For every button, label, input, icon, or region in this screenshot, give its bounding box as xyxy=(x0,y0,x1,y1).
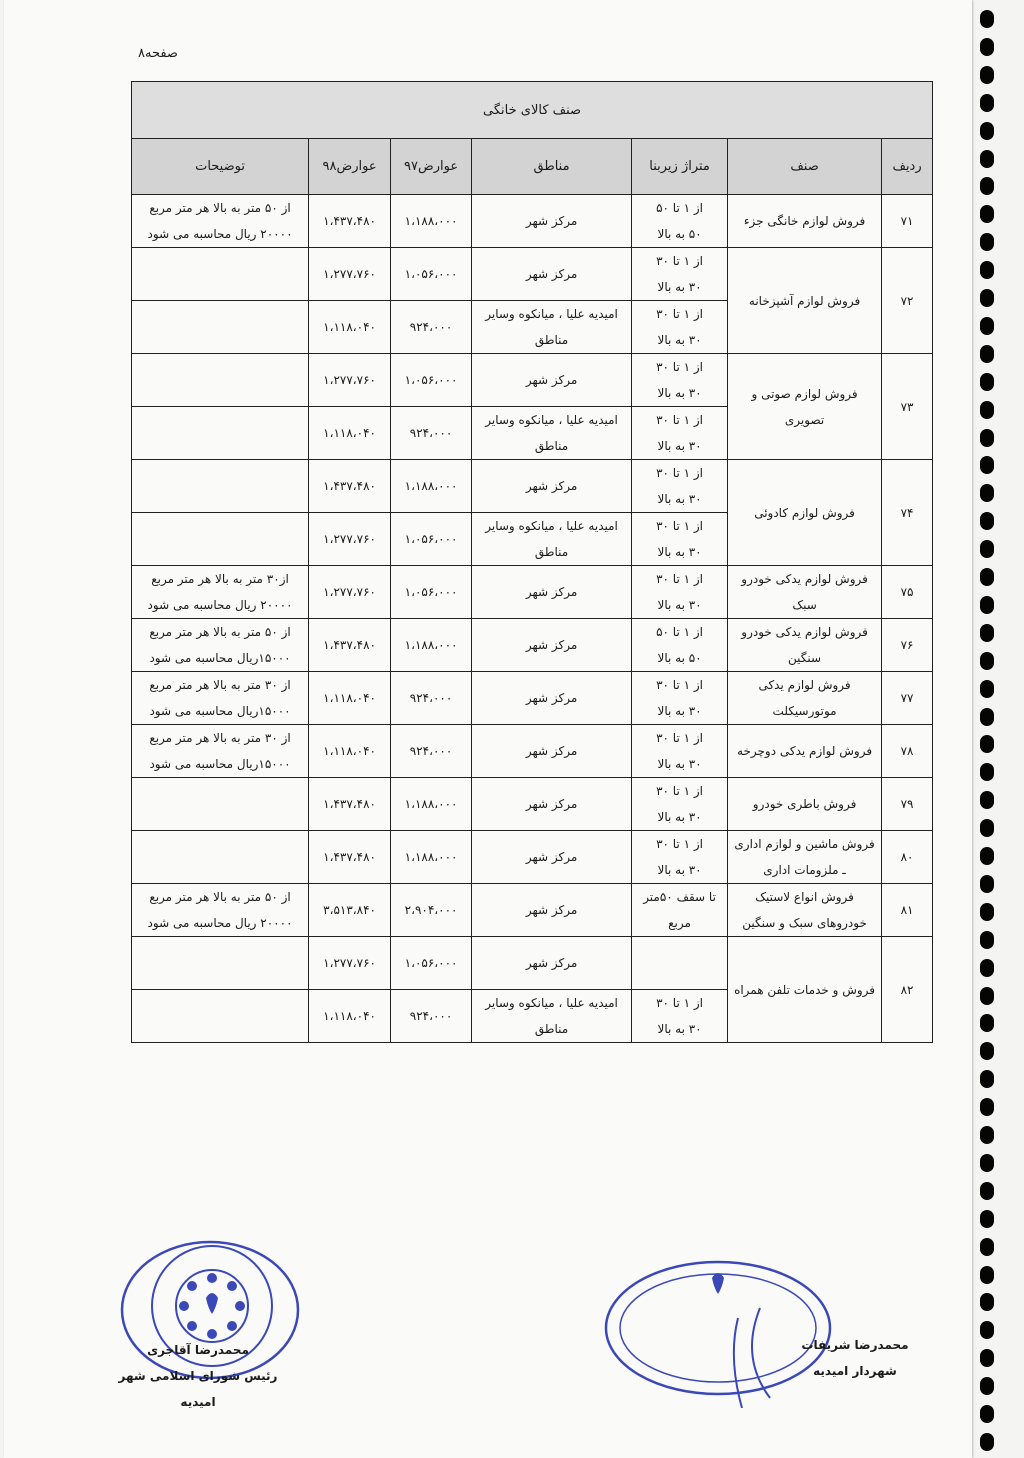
binding-hole xyxy=(980,1349,994,1367)
binding-hole xyxy=(980,512,994,530)
area-range xyxy=(632,513,728,566)
header-zone: مناطق xyxy=(472,139,632,195)
guild-name: فروش لوازم آشپزخانه xyxy=(728,248,882,354)
table-row xyxy=(132,672,933,725)
fee-98: ۱،۲۷۷،۷۶۰ xyxy=(309,937,391,990)
area-line: از ۱ تا ۳۰ xyxy=(656,519,704,533)
binding-hole xyxy=(980,1126,994,1144)
area-range xyxy=(632,619,728,672)
zone-name: مرکز شهر xyxy=(472,725,632,778)
notes: از۳۰ متر به بالا هر متر مربع ۲۰۰۰۰ ریال محاسبه می شود xyxy=(132,566,309,619)
fee-98: ۱،۱۱۸،۰۴۰ xyxy=(309,725,391,778)
area-line xyxy=(635,937,724,963)
area-line: ۳۰ به بالا xyxy=(657,757,702,771)
binding-hole xyxy=(980,150,994,168)
header-notes: توضیحات xyxy=(132,139,309,195)
binding-hole xyxy=(980,401,994,419)
notes xyxy=(132,990,309,1043)
binding-hole xyxy=(980,1070,994,1088)
zone-name: امیدیه علیا ، میانکوه وسایر مناطق xyxy=(472,513,632,566)
mayor-signature xyxy=(800,1332,910,1384)
binding-hole xyxy=(980,1433,994,1451)
notes: از ۳۰ متر به بالا هر متر مربع ۱۵۰۰۰ریال محاسبه می شود xyxy=(132,725,309,778)
fee-98: ۱،۲۷۷،۷۶۰ xyxy=(309,513,391,566)
area-line: از ۱ تا ۳۰ xyxy=(656,466,704,480)
area-line: ۳۰ به بالا xyxy=(657,280,702,294)
zone-name: مرکز شهر xyxy=(472,460,632,513)
area-range xyxy=(632,248,728,301)
zone-name: مرکز شهر xyxy=(472,248,632,301)
area-line: تا سقف ۵۰متر xyxy=(643,890,716,904)
council-chair-signature xyxy=(108,1337,288,1415)
row-number: ۷۶ xyxy=(882,619,933,672)
notes: از ۵۰ متر به بالا هر متر مربع ۲۰۰۰۰ ریال محاسبه می شود xyxy=(132,195,309,248)
binding-hole xyxy=(980,959,994,977)
table-row xyxy=(132,725,933,778)
binding-hole xyxy=(980,931,994,949)
guild-name: فروش لوازم یدکی موتورسیکلت xyxy=(728,672,882,725)
row-number: ۸۱ xyxy=(882,884,933,937)
notes xyxy=(132,778,309,831)
area-line: ۳۰ به بالا xyxy=(657,704,702,718)
row-number: ۷۲ xyxy=(882,248,933,354)
binding-hole xyxy=(980,1098,994,1116)
area-line: از ۱ تا ۳۰ xyxy=(656,254,704,268)
area-line: از ۱ تا ۵۰ xyxy=(656,625,704,639)
guild-name: فروش لوازم خانگی جزء xyxy=(728,195,882,248)
binding-hole xyxy=(980,205,994,223)
binding-hole xyxy=(980,596,994,614)
guild-name: فروش لوازم یدکی خودرو سبک xyxy=(728,566,882,619)
binding-hole xyxy=(980,568,994,586)
fee-97: ۹۲۴،۰۰۰ xyxy=(391,672,472,725)
fee-98: ۱،۴۳۷،۴۸۰ xyxy=(309,195,391,248)
area-line: از ۱ تا ۳۰ xyxy=(656,360,704,374)
binding-hole xyxy=(980,1266,994,1284)
fee-97: ۹۲۴،۰۰۰ xyxy=(391,990,472,1043)
binding-hole xyxy=(980,429,994,447)
area-range xyxy=(632,354,728,407)
binding-hole xyxy=(980,66,994,84)
area-line: ۳۰ به بالا xyxy=(657,439,702,453)
zone-name: مرکز شهر xyxy=(472,195,632,248)
area-range xyxy=(632,195,728,248)
fee-98: ۱،۴۳۷،۴۸۰ xyxy=(309,619,391,672)
zone-name: مرکز شهر xyxy=(472,619,632,672)
binding-hole xyxy=(980,1210,994,1228)
area-line: ۳۰ به بالا xyxy=(657,598,702,612)
area-line: ۳۰ به بالا xyxy=(657,810,702,824)
area-line: ۳۰ به بالا xyxy=(657,545,702,559)
fee-97: ۱،۱۸۸،۰۰۰ xyxy=(391,619,472,672)
notes xyxy=(132,460,309,513)
binding-hole xyxy=(980,10,994,28)
binding-hole xyxy=(980,652,994,670)
fee-98: ۱،۴۳۷،۴۸۰ xyxy=(309,831,391,884)
guild-name: فروش ماشین و لوازم اداری ـ ملزومات اداری xyxy=(728,831,882,884)
binding-hole xyxy=(980,624,994,642)
binding-hole xyxy=(980,456,994,474)
binding-hole xyxy=(980,1014,994,1032)
mayor-title: شهردار امیدیه xyxy=(813,1364,897,1378)
fee-98: ۱،۱۱۸،۰۴۰ xyxy=(309,407,391,460)
notes xyxy=(132,248,309,301)
guild-name: فروش لوازم کادوئی xyxy=(728,460,882,566)
zone-name: مرکز شهر xyxy=(472,884,632,937)
binding-hole xyxy=(980,317,994,335)
fee-97: ۱،۰۵۶،۰۰۰ xyxy=(391,513,472,566)
binding-hole xyxy=(980,1238,994,1256)
binding-hole xyxy=(980,735,994,753)
binding-hole xyxy=(980,1321,994,1339)
binding-hole xyxy=(980,791,994,809)
table-title: صنف کالای خانگی xyxy=(132,82,933,139)
table-row xyxy=(132,248,933,301)
fee-97: ۹۲۴،۰۰۰ xyxy=(391,407,472,460)
area-line: از ۱ تا ۳۰ xyxy=(656,837,704,851)
binding-hole xyxy=(980,1377,994,1395)
row-number: ۸۰ xyxy=(882,831,933,884)
fee-97: ۱،۱۸۸،۰۰۰ xyxy=(391,460,472,513)
notes xyxy=(132,831,309,884)
area-line: ۳۰ به بالا xyxy=(657,1022,702,1036)
binding-hole xyxy=(980,1293,994,1311)
table-body xyxy=(132,195,933,1043)
binding-hole xyxy=(980,819,994,837)
binding-hole xyxy=(980,680,994,698)
zone-name: امیدیه علیا ، میانکوه وسایر مناطق xyxy=(472,990,632,1043)
fee-98: ۱،۱۱۸،۰۴۰ xyxy=(309,301,391,354)
area-line: از ۱ تا ۳۰ xyxy=(656,731,704,745)
fee-97: ۲،۹۰۴،۰۰۰ xyxy=(391,884,472,937)
council-chair-name: محمدرضا آقاجری xyxy=(147,1343,249,1357)
binding-hole xyxy=(980,38,994,56)
binding-hole xyxy=(980,903,994,921)
mayor-name: محمدرضا شریفات xyxy=(801,1338,909,1352)
row-number: ۷۵ xyxy=(882,566,933,619)
table-row xyxy=(132,354,933,407)
area-line: از ۱ تا ۳۰ xyxy=(656,678,704,692)
zone-name: امیدیه علیا ، میانکوه وسایر مناطق xyxy=(472,407,632,460)
binding-hole xyxy=(980,484,994,502)
header-row-no: ردیف xyxy=(882,139,933,195)
binding-hole xyxy=(980,540,994,558)
binding-hole xyxy=(980,763,994,781)
notes xyxy=(132,513,309,566)
zone-name: مرکز شهر xyxy=(472,354,632,407)
zone-name: مرکز شهر xyxy=(472,937,632,990)
area-line: ۵۰ به بالا xyxy=(657,227,702,241)
spiral-binding xyxy=(980,6,996,1456)
table-row xyxy=(132,195,933,248)
table-row xyxy=(132,831,933,884)
area-line: از ۱ تا ۳۰ xyxy=(656,572,704,586)
area-range xyxy=(632,407,728,460)
fee-97: ۱،۰۵۶،۰۰۰ xyxy=(391,354,472,407)
binding-hole xyxy=(980,1042,994,1060)
zone-name: امیدیه علیا ، میانکوه وسایر مناطق xyxy=(472,301,632,354)
binding-hole xyxy=(980,1405,994,1423)
area-range xyxy=(632,566,728,619)
area-range xyxy=(632,831,728,884)
header-guild: صنف xyxy=(728,139,882,195)
guild-name: فروش لوازم صوتی و تصویری xyxy=(728,354,882,460)
notes xyxy=(132,301,309,354)
area-line: از ۱ تا ۵۰ xyxy=(656,201,704,215)
binding-hole xyxy=(980,177,994,195)
row-number: ۷۱ xyxy=(882,195,933,248)
area-line: ۳۰ به بالا xyxy=(657,492,702,506)
fee-98: ۱،۴۳۷،۴۸۰ xyxy=(309,778,391,831)
area-line: از ۱ تا ۳۰ xyxy=(656,784,704,798)
row-number: ۷۴ xyxy=(882,460,933,566)
row-number: ۷۸ xyxy=(882,725,933,778)
fee-98: ۱،۴۳۷،۴۸۰ xyxy=(309,460,391,513)
table-row xyxy=(132,460,933,513)
zone-name: مرکز شهر xyxy=(472,778,632,831)
binding-hole xyxy=(980,1154,994,1172)
fee-97: ۹۲۴،۰۰۰ xyxy=(391,725,472,778)
row-number: ۷۳ xyxy=(882,354,933,460)
binding-hole xyxy=(980,289,994,307)
fee-98: ۳،۵۱۳،۸۴۰ xyxy=(309,884,391,937)
row-number: ۷۹ xyxy=(882,778,933,831)
binding-hole xyxy=(980,708,994,726)
area-line: ۳۰ به بالا xyxy=(657,863,702,877)
guild-name: فروش باطری خودرو xyxy=(728,778,882,831)
fee-98: ۱،۱۱۸،۰۴۰ xyxy=(309,672,391,725)
fee-98: ۱،۲۷۷،۷۶۰ xyxy=(309,354,391,407)
header-fee97: عوارض۹۷ xyxy=(391,139,472,195)
fees-table xyxy=(131,81,933,1043)
notes xyxy=(132,937,309,990)
area-line: از ۱ تا ۳۰ xyxy=(656,413,704,427)
notes: از ۳۰ متر به بالا هر متر مربع ۱۵۰۰۰ریال محاسبه می شود xyxy=(132,672,309,725)
fee-97: ۱،۰۵۶،۰۰۰ xyxy=(391,937,472,990)
page-number: صفحه۸ xyxy=(138,46,178,61)
area-line: از ۱ تا ۳۰ xyxy=(656,307,704,321)
table-row xyxy=(132,778,933,831)
header-area: متراژ زیربنا xyxy=(632,139,728,195)
area-line xyxy=(635,963,724,989)
row-number: ۷۷ xyxy=(882,672,933,725)
binding-hole xyxy=(980,261,994,279)
zone-name: مرکز شهر xyxy=(472,831,632,884)
fee-97: ۱،۰۵۶،۰۰۰ xyxy=(391,566,472,619)
fee-97: ۹۲۴،۰۰۰ xyxy=(391,301,472,354)
fee-98: ۱،۲۷۷،۷۶۰ xyxy=(309,248,391,301)
binding-hole xyxy=(980,233,994,251)
row-number: ۸۲ xyxy=(882,937,933,1043)
area-line: ۵۰ به بالا xyxy=(657,651,702,665)
binding-hole xyxy=(980,373,994,391)
fee-98: ۱،۲۷۷،۷۶۰ xyxy=(309,566,391,619)
guild-name: فروش لوازم یدکی دوچرخه xyxy=(728,725,882,778)
fee-97: ۱،۱۸۸،۰۰۰ xyxy=(391,831,472,884)
zone-name: مرکز شهر xyxy=(472,672,632,725)
area-range xyxy=(632,460,728,513)
area-range xyxy=(632,725,728,778)
guild-name: فروش و خدمات تلفن همراه xyxy=(728,937,882,1043)
area-range xyxy=(632,778,728,831)
fee-97: ۱،۱۸۸،۰۰۰ xyxy=(391,195,472,248)
binding-hole xyxy=(980,345,994,363)
binding-hole xyxy=(980,875,994,893)
area-range xyxy=(632,937,728,990)
notes xyxy=(132,407,309,460)
guild-name: فروش انواع لاستیک خودروهای سبک و سنگین xyxy=(728,884,882,937)
area-line: ۳۰ به بالا xyxy=(657,333,702,347)
notes: از ۵۰ متر به بالا هر متر مربع ۱۵۰۰۰ریال محاسبه می شود xyxy=(132,619,309,672)
fee-98: ۱،۱۱۸،۰۴۰ xyxy=(309,990,391,1043)
area-range xyxy=(632,884,728,937)
area-range xyxy=(632,301,728,354)
guild-name: فروش لوازم یدکی خودرو سنگین xyxy=(728,619,882,672)
binding-hole xyxy=(980,1182,994,1200)
fee-97: ۱،۱۸۸،۰۰۰ xyxy=(391,778,472,831)
table-row xyxy=(132,566,933,619)
header-fee98: عوارض۹۸ xyxy=(309,139,391,195)
notes: از ۵۰ متر به بالا هر متر مربع ۲۰۰۰۰ ریال محاسبه می شود xyxy=(132,884,309,937)
fee-97: ۱،۰۵۶،۰۰۰ xyxy=(391,248,472,301)
area-line: ۳۰ به بالا xyxy=(657,386,702,400)
area-range xyxy=(632,672,728,725)
binding-hole xyxy=(980,94,994,112)
area-range xyxy=(632,990,728,1043)
notes xyxy=(132,354,309,407)
table-row xyxy=(132,937,933,990)
zone-name: مرکز شهر xyxy=(472,566,632,619)
area-line: از ۱ تا ۳۰ xyxy=(656,996,704,1010)
area-line: مربع xyxy=(668,916,691,930)
binding-hole xyxy=(980,987,994,1005)
table-row xyxy=(132,884,933,937)
council-chair-title: رئیس شورای اسلامی شهر امیدیه xyxy=(118,1369,278,1409)
binding-hole xyxy=(980,122,994,140)
municipality-stamp xyxy=(600,1248,840,1408)
table-row xyxy=(132,619,933,672)
binding-hole xyxy=(980,847,994,865)
